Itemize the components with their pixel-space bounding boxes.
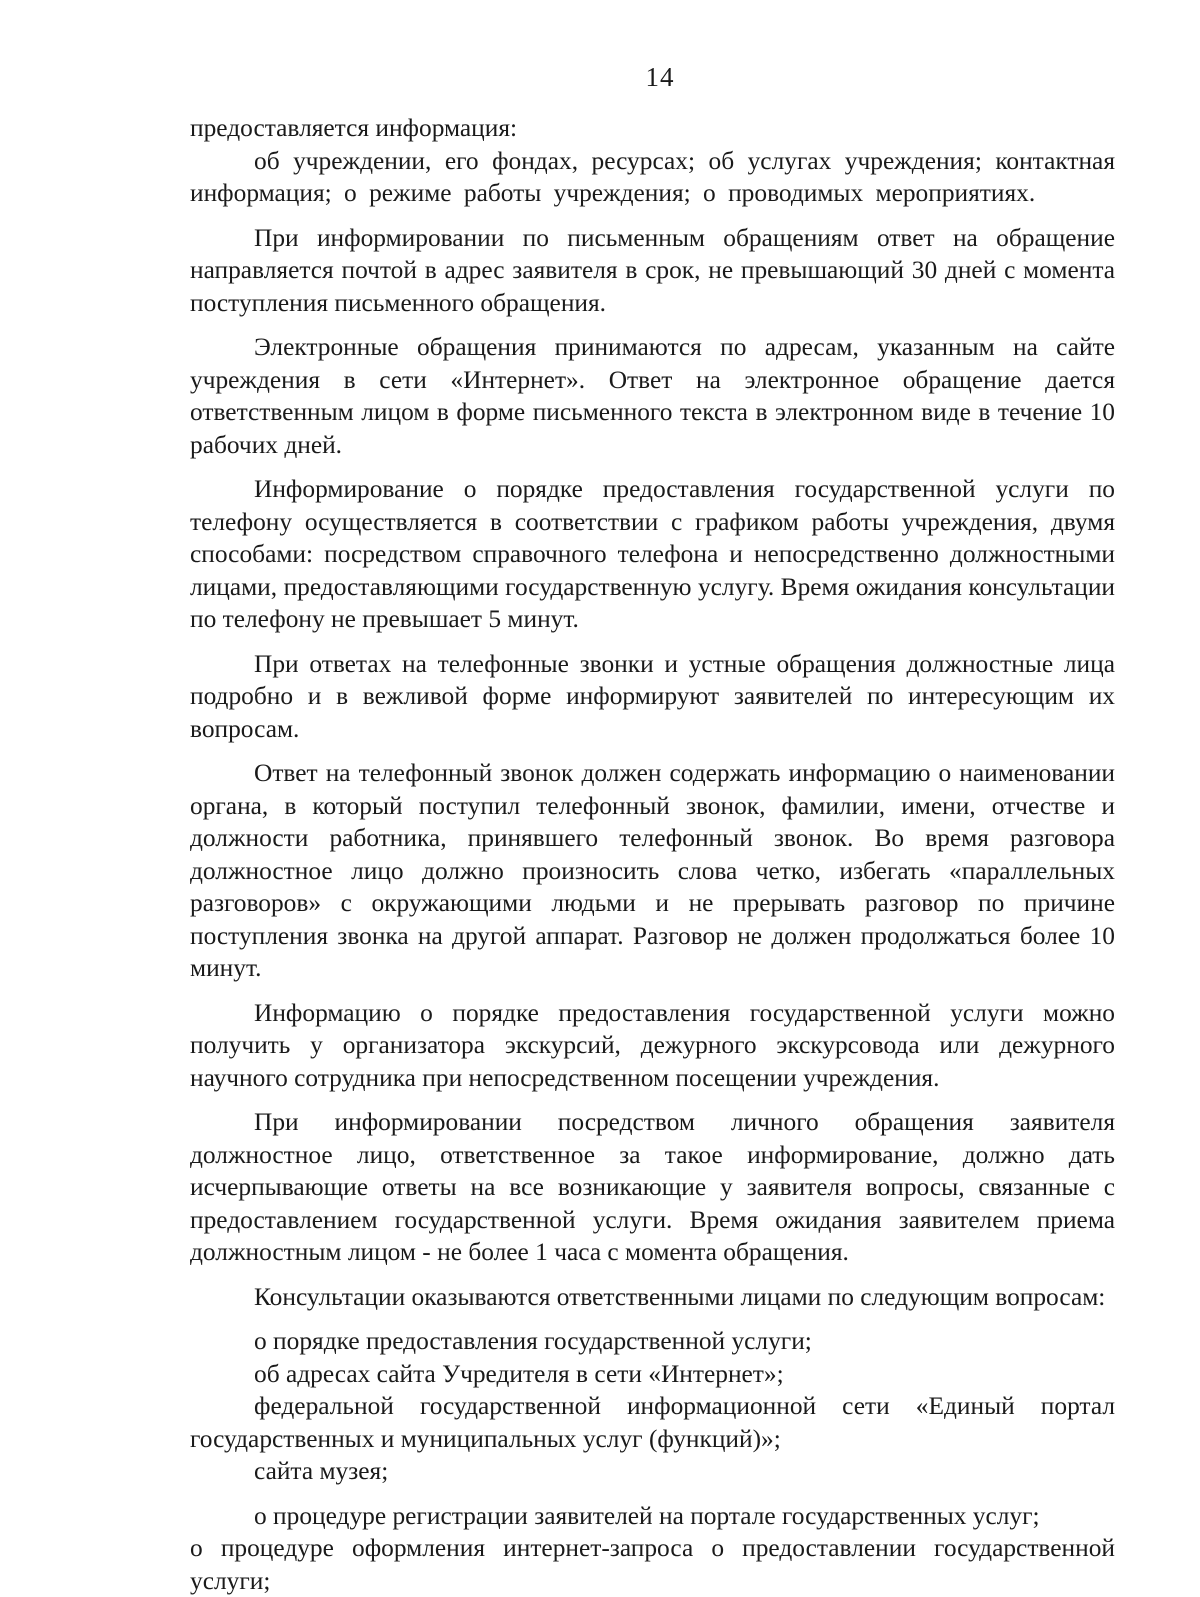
list-item: о процедуре регистрации заявителей на портале государственных услуг; [254, 1501, 1040, 1530]
list-item: о процедуре оформления интернет-запроса о предоставлении государственной услуги; [190, 1534, 1115, 1595]
paragraph: При ответах на телефонные звонки и устные обращения должностные лица подробно и в вежливой форме информируют заявителей по интересующим их вопросам. [190, 649, 1115, 743]
list-item: федеральной государственной информационной сети «Единый портал государственных и муниципальных услуг (функций)»; [190, 1392, 1115, 1453]
paragraph: Информацию о порядке предоставления государственной услуги можно получить у организатора экскурсий, дежурного экскурсовода или дежурного научного сотрудника при непосредственном посещении учреждения. [190, 998, 1115, 1092]
paragraph: предоставляется информация: [190, 114, 518, 142]
paragraph: При информировании по письменным обращениям ответ на обращение направляется почтой в адрес заявителя в срок, не превышающий 30 дней с момента поступления письменного обращения. [190, 223, 1115, 317]
paragraph: Консультации оказываются ответственными лицами по следующим вопросам: [254, 1282, 1106, 1311]
paragraph: об учреждении, его фондах, ресурсах; об услугах учреждения; контактная информация; о режиме работы учреждения; о проводимых мероприятиях. [190, 146, 1115, 207]
list-item: сайта музея; [254, 1457, 389, 1485]
list-item: о порядке предоставления государственной услуги; [254, 1327, 812, 1355]
list-item: об адресах сайта Учредителя в сети «Интернет»; [254, 1359, 784, 1388]
paragraph: Ответ на телефонный звонок должен содержать информацию о наименовании органа, в который поступил телефонный звонок, фамилии, имени, отчестве и должности работника, принявшего телефонный звонок. Во время разговора должностное лицо должно произносить слова четко, избегать «параллельных разговоров» с окружающими людьми и не прерывать разговор по причине поступления звонка на другой аппарат. Разговор не должен продолжаться более 10 минут. [190, 759, 1115, 982]
paragraph: Информирование о порядке предоставления государственной услуги по телефону осуществляется в соответствии с графиком работы учреждения, двумя способами: посредством справочного телефона и непосредственно должностными лицами, предоставляющими государственную услугу. Время ожидания консультации по телефону не превышает 5 минут. [190, 475, 1115, 633]
paragraph: Электронные обращения принимаются по адресам, указанным на сайте учреждения в сети «Интернет». Ответ на электронное обращение дается ответственным лицом в форме письменного текста в электронном виде в течение 10 рабочих дней. [190, 333, 1115, 459]
document-body [190, 112, 1115, 1597]
page-number: 14 [645, 62, 675, 92]
paragraph: При информировании посредством личного обращения заявителя должностное лицо, ответственное за такое информирование, должно дать исчерпывающие ответы на все возникающие у заявителя вопросы, связанные с предоставлением государственной услуги. Время ожидания заявителем приема должностным лицом - не более 1 часа с момента обращения. [190, 1108, 1115, 1266]
